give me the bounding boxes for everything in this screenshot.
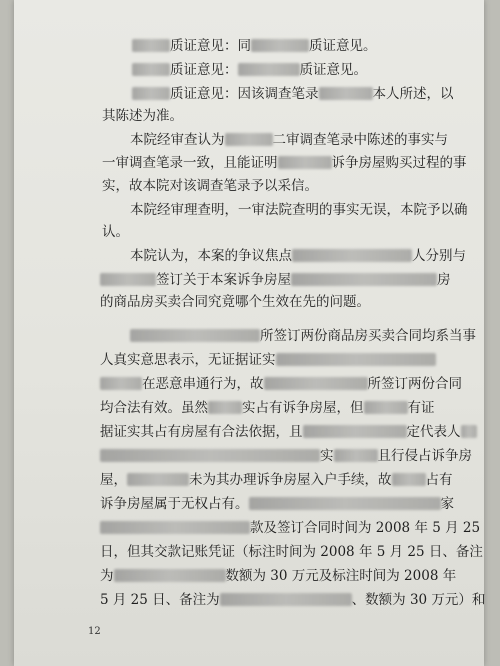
- text-segment: 本院认为，本案的争议焦点: [130, 248, 292, 264]
- text-segment: 所签订两份合同: [367, 376, 462, 392]
- text-segment: 质证意见。: [309, 38, 377, 54]
- redacted-name: [292, 249, 412, 262]
- text-line: [100, 270, 451, 290]
- text-segment: 在恶意串通行为，故: [142, 376, 264, 392]
- text-line: [102, 176, 318, 196]
- redacted-name: [251, 39, 309, 52]
- redacted-name: [132, 87, 170, 100]
- text-line: [100, 470, 453, 490]
- text-line: [100, 494, 454, 514]
- redacted-name: [130, 329, 260, 342]
- text-segment: 实: [320, 448, 334, 464]
- page-number: 12: [88, 626, 101, 637]
- document-page: [14, 0, 484, 666]
- text-segment: 且行侵占诉争房: [377, 448, 472, 464]
- redacted-name: [319, 87, 373, 100]
- text-segment: 有证: [407, 400, 435, 416]
- text-line: [132, 84, 454, 104]
- text-segment: 家: [440, 496, 454, 512]
- redacted-name: [461, 425, 477, 438]
- text-line: [100, 350, 436, 370]
- text-segment: 定代表人: [406, 424, 461, 440]
- redacted-name: [334, 449, 378, 462]
- text-line: [100, 518, 480, 538]
- text-segment: 实占有诉争房屋，但: [242, 400, 364, 416]
- text-segment: 屋，: [100, 472, 127, 488]
- text-segment: 日，但其交款记账凭证（标注时间为 2008 年 5 月 25 日、备注: [100, 544, 483, 560]
- text-line: [100, 422, 477, 442]
- text-line: [132, 60, 367, 80]
- text-segment: 本院经审查认为: [130, 132, 225, 148]
- redacted-name: [114, 569, 226, 582]
- text-segment: 占有: [425, 472, 453, 488]
- redacted-name: [238, 63, 300, 76]
- redacted-name: [303, 425, 407, 438]
- text-line: [102, 153, 467, 173]
- text-segment: 一审调查笔录一致，且能证明: [102, 155, 278, 171]
- text-segment: 数额为 30 万元及标注时间为 2008 年: [225, 568, 457, 584]
- redacted-name: [100, 449, 320, 462]
- text-segment: 诉争房屋购买过程的事: [331, 155, 467, 171]
- redacted-name: [364, 401, 408, 414]
- text-line: [100, 374, 462, 394]
- redacted-name: [208, 401, 242, 414]
- text-line: [100, 542, 483, 562]
- text-segment: 质证意见：同: [170, 38, 251, 54]
- text-line: [100, 590, 485, 610]
- text-segment: 人分别与: [412, 248, 466, 264]
- text-line: [102, 222, 129, 242]
- redacted-name: [132, 39, 170, 52]
- text-line: [100, 292, 370, 312]
- text-line: [130, 246, 466, 266]
- text-segment: 签订关于本案诉争房屋: [156, 272, 291, 288]
- redacted-name: [132, 63, 170, 76]
- redacted-name: [291, 273, 437, 286]
- text-line: [102, 106, 183, 126]
- text-segment: 、数额为 30 万元）和: [351, 592, 486, 608]
- text-line: [130, 130, 448, 150]
- text-segment: 实，故本院对该调查笔录予以采信。: [102, 178, 318, 194]
- redacted-name: [278, 156, 332, 169]
- text-segment: 为: [100, 568, 114, 584]
- text-segment: 认。: [102, 224, 129, 240]
- text-segment: 其陈述为准。: [102, 108, 183, 124]
- redacted-name: [225, 133, 273, 146]
- text-line: [100, 446, 472, 466]
- text-segment: 质证意见：: [170, 62, 238, 78]
- text-segment: 本人所述，以: [372, 86, 454, 102]
- text-segment: 据证实其占有房屋有合法依据，且: [100, 424, 303, 440]
- text-line: [100, 398, 435, 418]
- redacted-name: [276, 353, 436, 366]
- text-line: [132, 36, 377, 56]
- redacted-name: [100, 273, 156, 286]
- redacted-name: [220, 593, 352, 606]
- text-segment: 均合法有效。虽然: [100, 400, 208, 416]
- text-segment: 未为其办理诉争房屋入户手续，故: [189, 472, 392, 488]
- text-segment: 款及签订合同时间为 2008 年 5 月 25: [250, 520, 481, 536]
- text-segment: 二审调查笔录中陈述的事实与: [272, 132, 448, 148]
- text-segment: 诉争房屋属于无权占有。: [100, 496, 249, 512]
- redacted-name: [100, 377, 142, 390]
- text-line: [130, 326, 476, 346]
- text-segment: 的商品房买卖合同究竟哪个生效在先的问题。: [100, 294, 370, 310]
- text-segment: 所签订两份商品房买卖合同均系当事: [260, 328, 476, 344]
- text-segment: 质证意见：因该调查笔录: [170, 86, 319, 102]
- redacted-name: [392, 473, 426, 486]
- text-segment: 5 月 25 日、备注为: [100, 592, 220, 608]
- text-line: [100, 566, 456, 586]
- redacted-name: [127, 473, 189, 486]
- text-segment: 质证意见。: [299, 62, 367, 78]
- redacted-name: [264, 377, 368, 390]
- text-segment: 房: [437, 272, 451, 288]
- redacted-name: [249, 497, 441, 510]
- text-segment: 本院经审理查明，一审法院查明的事实无误，本院予以确: [130, 202, 468, 218]
- text-segment: 人真实意思表示，无证据证实: [100, 352, 276, 368]
- redacted-name: [100, 521, 250, 534]
- text-line: [130, 200, 468, 220]
